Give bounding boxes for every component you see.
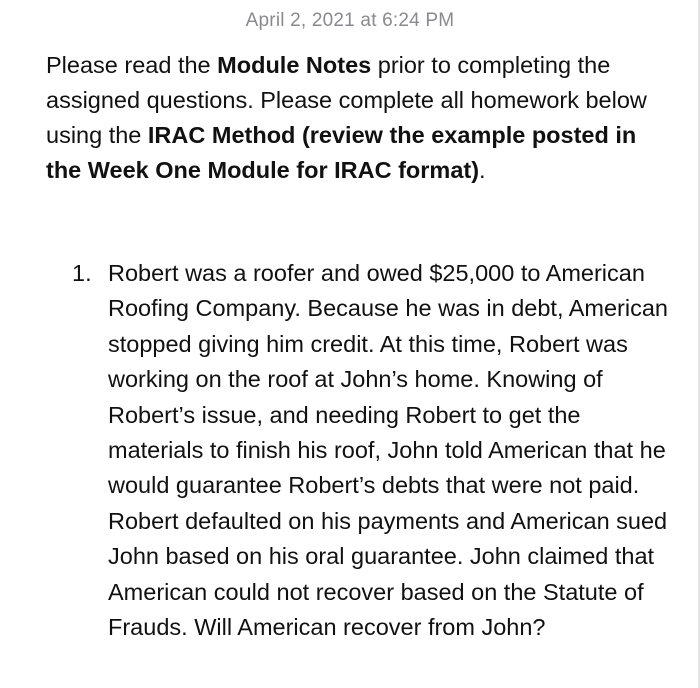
message-timestamp: April 2, 2021 at 6:24 PM (245, 10, 455, 31)
intro-text-3: . (479, 157, 486, 183)
question-text: Robert was a roofer and owed $25,000 to American Roofing Company. Because he was in debt, American stopped giving him credit. At this time, Robert was working on the roof at John’s home. Knowing of Robert’s issue, and needing Robert to get the materials to finish his roof, John told American that he would guarantee Robert’s debts that were not paid. Robert defaulted on his payments and American sued John based on his oral guarantee. John claimed that American could not recover based on the Statute of Frauds. Will American recover from John? (108, 260, 668, 641)
irac-method-bold: IRAC Method (review the example posted in the Week One Module for IRAC format) (46, 122, 637, 183)
instructions-paragraph (46, 48, 666, 188)
module-notes-bold: Module Notes (217, 52, 372, 78)
intro-text-1: Please read the (46, 52, 218, 78)
question-number: 1. (72, 260, 92, 286)
intro-text-2: prior to completing the assigned questions. Please complete all homework below using the (46, 52, 647, 148)
